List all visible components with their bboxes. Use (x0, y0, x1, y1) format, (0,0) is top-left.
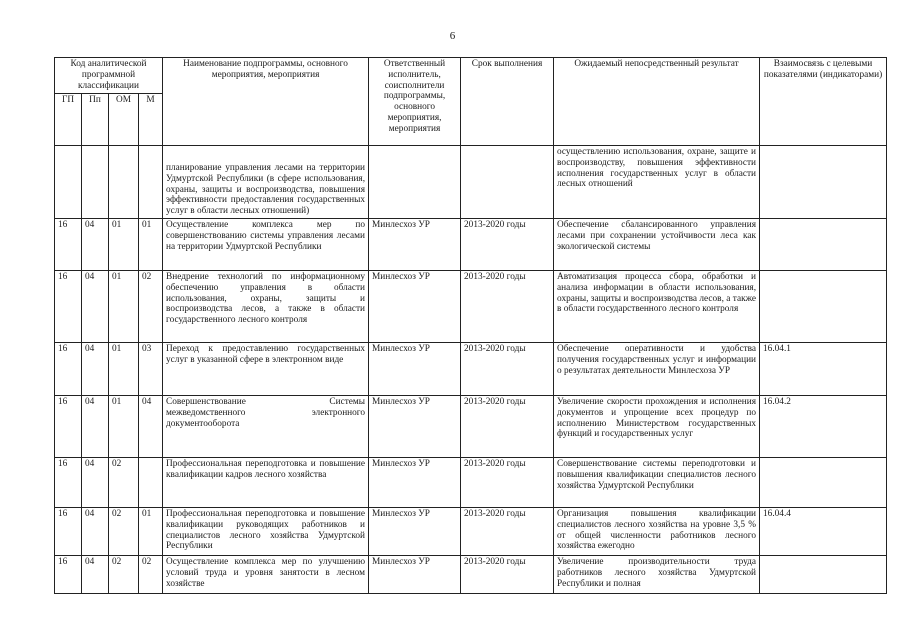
header-name: Наименование подпрограммы, основного мероприятия, мероприятия (163, 58, 369, 146)
cell-result: осуществлению использования, охране, защите и воспроизводству, повышения эффективности исполнения государственных услуг в области лесных отношений (554, 146, 760, 219)
cell-name: Переход к предоставлению государственных услуг в указанной сфере в электронном виде (163, 343, 369, 396)
cell-term: 2013-2020 годы (461, 343, 554, 396)
cell-pp: 04 (82, 508, 109, 556)
cell-name: Профессиональная переподготовка и повышение квалификации руководящих работников и специалистов лесного хозяйства Удмуртской Республики (163, 508, 369, 556)
table-row (55, 396, 887, 458)
cell-result: Обеспечение оперативности и удобства получения государственных услуг и информации о результатах деятельности Минлесхоза УР (554, 343, 760, 396)
cell-result: Обеспечение сбалансированного управления лесами при сохранении устойчивости леса как экологической системы (554, 219, 760, 271)
cell-term: 2013-2020 годы (461, 219, 554, 271)
cell-om: 02 (109, 458, 139, 508)
cell-m: 03 (139, 343, 163, 396)
cell-m: 01 (139, 508, 163, 556)
cell-name: Осуществление комплекса мер по совершенствованию системы управления лесами на территории Удмуртской Республики (163, 219, 369, 271)
page-number: 6 (449, 30, 456, 42)
measures-table (54, 57, 887, 594)
cell-term: 2013-2020 годы (461, 458, 554, 508)
header-m: М (139, 94, 163, 146)
cell-link: 16.04.1 (760, 343, 887, 396)
cell-link: 16.04.2 (760, 396, 887, 458)
table-row (55, 556, 887, 594)
cell-term: 2013-2020 годы (461, 556, 554, 594)
table-row (55, 458, 887, 508)
cell-m: 02 (139, 271, 163, 343)
cell-gp: 16 (55, 219, 82, 271)
cell-om: 01 (109, 396, 139, 458)
cell-pp: 04 (82, 458, 109, 508)
cell-link (760, 146, 887, 219)
cell-gp: 16 (55, 508, 82, 556)
cell-responsible: Минлесхоз УР (369, 271, 461, 343)
cell-gp: 16 (55, 458, 82, 508)
cell-m: 02 (139, 556, 163, 594)
cell-result: Организация повышения квалификации специалистов лесного хозяйства на уровне 3,5 % от общей численности работников лесного хозяйства ежегодно (554, 508, 760, 556)
cell-om: 02 (109, 508, 139, 556)
cell-name: Профессиональная переподготовка и повышение квалификации кадров лесного хозяйства (163, 458, 369, 508)
cell-result: Совершенствование системы переподготовки и повышения квалификации специалистов лесного хозяйства Удмуртской Республики (554, 458, 760, 508)
cell-responsible: Минлесхоз УР (369, 396, 461, 458)
cell-gp: 16 (55, 343, 82, 396)
cell-m: 04 (139, 396, 163, 458)
cell-name: Совершенствование Системы межведомственного электронного документооборота (163, 396, 369, 458)
cell-term (461, 146, 554, 219)
cell-om: 01 (109, 271, 139, 343)
cell-result: Автоматизация процесса сбора, обработки и анализа информации в области использования, охраны, защиты и воспроизводства лесов, а также в области государственного лесного контроля (554, 271, 760, 343)
cell-responsible: Минлесхоз УР (369, 219, 461, 271)
cell-responsible: Минлесхоз УР (369, 458, 461, 508)
header-term: Срок выполнения (461, 58, 554, 146)
cell-gp: 16 (55, 271, 82, 343)
table-row (55, 219, 887, 271)
table-row (55, 271, 887, 343)
cell-gp: 16 (55, 396, 82, 458)
cell-responsible (369, 146, 461, 219)
header-om: ОМ (109, 94, 139, 146)
cell-pp (82, 146, 109, 219)
cell-name: Внедрение технологий по информационному обеспечению управления в области использования, охраны, защиты и воспроизводства лесов, а также в области государственного лесного контроля (163, 271, 369, 343)
cell-responsible: Минлесхоз УР (369, 508, 461, 556)
cell-pp: 04 (82, 271, 109, 343)
cell-responsible: Минлесхоз УР (369, 343, 461, 396)
cell-term: 2013-2020 годы (461, 271, 554, 343)
header-code-group: Код аналитической программной классификации (55, 58, 163, 94)
header-link: Взаимосвязь с целевыми показателями (индикаторами) (760, 58, 887, 146)
cell-name: Осуществление комплекса мер по улучшению условий труда и уровня занятости в лесном хозяйстве (163, 556, 369, 594)
cell-om: 01 (109, 219, 139, 271)
header-pp: Пп (82, 94, 109, 146)
cell-m: 01 (139, 219, 163, 271)
cell-result: Увеличение производительности труда работников лесного хозяйства Удмуртской Республики и полная (554, 556, 760, 594)
cell-link (760, 219, 887, 271)
cell-pp: 04 (82, 396, 109, 458)
cell-link (760, 458, 887, 508)
cell-gp: 16 (55, 556, 82, 594)
cell-m (139, 458, 163, 508)
header-responsible: Ответственный исполнитель, соисполнители подпрограммы, основного мероприятия, мероприятия (369, 58, 461, 146)
cell-om (109, 146, 139, 219)
cell-gp (55, 146, 82, 219)
cell-result: Увеличение скорости прохождения и исполнения документов и упрощение всех процедур по исполнению Министерством государственных функций и государственных услуг (554, 396, 760, 458)
table-row (55, 146, 887, 219)
cell-link: 16.04.4 (760, 508, 887, 556)
cell-pp: 04 (82, 343, 109, 396)
cell-pp: 04 (82, 219, 109, 271)
cell-name: планирование управления лесами на территории Удмуртской Республики (в сфере использования, охраны, защиты и воспроизводства, повышения эффективности предоставления государственных услуг в области лесных отношений) (163, 146, 369, 219)
cell-link (760, 271, 887, 343)
cell-link (760, 556, 887, 594)
cell-m (139, 146, 163, 219)
table-row (55, 343, 887, 396)
cell-pp: 04 (82, 556, 109, 594)
cell-om: 01 (109, 343, 139, 396)
cell-responsible: Минлесхоз УР (369, 556, 461, 594)
table-row (55, 508, 887, 556)
cell-term: 2013-2020 годы (461, 508, 554, 556)
header-gp: ГП (55, 94, 82, 146)
header-row (55, 58, 887, 94)
cell-term: 2013-2020 годы (461, 396, 554, 458)
header-result: Ожидаемый непосредственный результат (554, 58, 760, 146)
cell-om: 02 (109, 556, 139, 594)
